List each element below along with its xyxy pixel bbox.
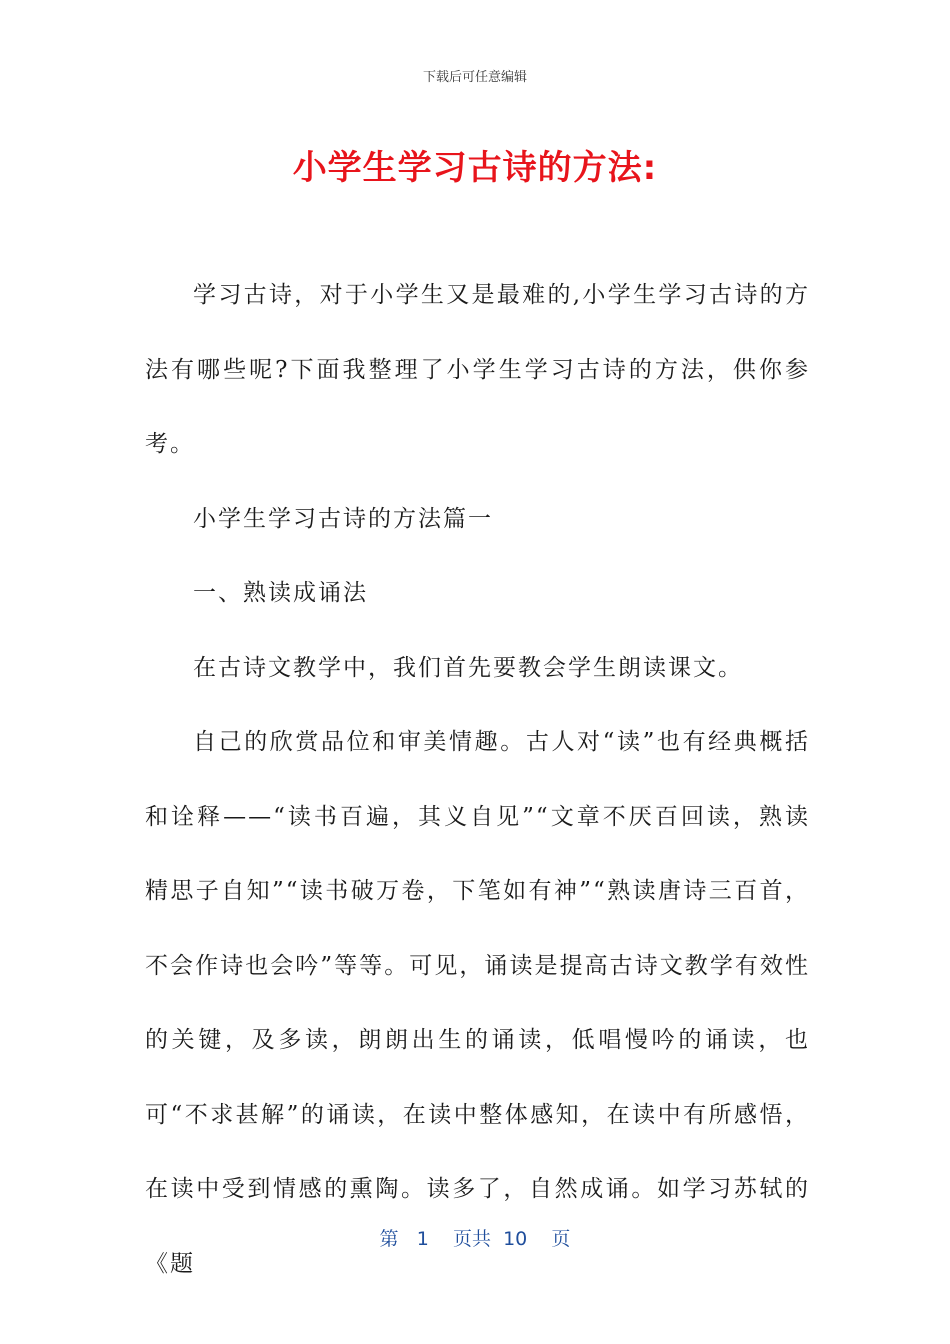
footer-current-page: 1 [416,1228,429,1250]
subsection-heading: 一、熟读成诵法 [193,580,368,606]
section-heading: 小学生学习古诗的方法篇一 [193,505,493,532]
footer-suffix: 页 [551,1228,571,1250]
paragraph-intro: 学习古诗，对于小学生又是最难的,小学生学习古诗的方法有哪些呢?下面我整理了小学生学习古诗的方法，供你参考。 [145,282,810,457]
document-body [145,258,810,1301]
document-title: 小学生学习古诗的方法: [292,148,658,188]
footer-middle: 页共 [452,1228,491,1250]
footer-total-pages: 10 [503,1228,528,1250]
paragraph-reading: 在古诗文教学中，我们首先要教会学生朗读课文。 [193,654,743,681]
page-footer [0,1224,950,1251]
paragraph-recitation: 自己的欣赏品位和审美情趣。古人对“读”也有经典概括和诠释——“读书百遍，其义自见”“文章不厌百回读，熟读精思子自知”“读书破万卷，下笔如有神”“熟读唐诗三百首，不会作诗也会吟”等等。可见，诵读是提高古诗文教学有效性的关键，及多读，朗朗出生的诵读，低唱慢吟的诵读，也可“不求甚解”的诵读，在读中整体感知，在读中有所感悟，在读中受到情感的熏陶。读多了，自然成诵。如学习苏轼的《题 [145,729,810,1277]
header-note: 下载后可任意编辑 [422,70,527,85]
footer-prefix: 第 [379,1228,399,1250]
